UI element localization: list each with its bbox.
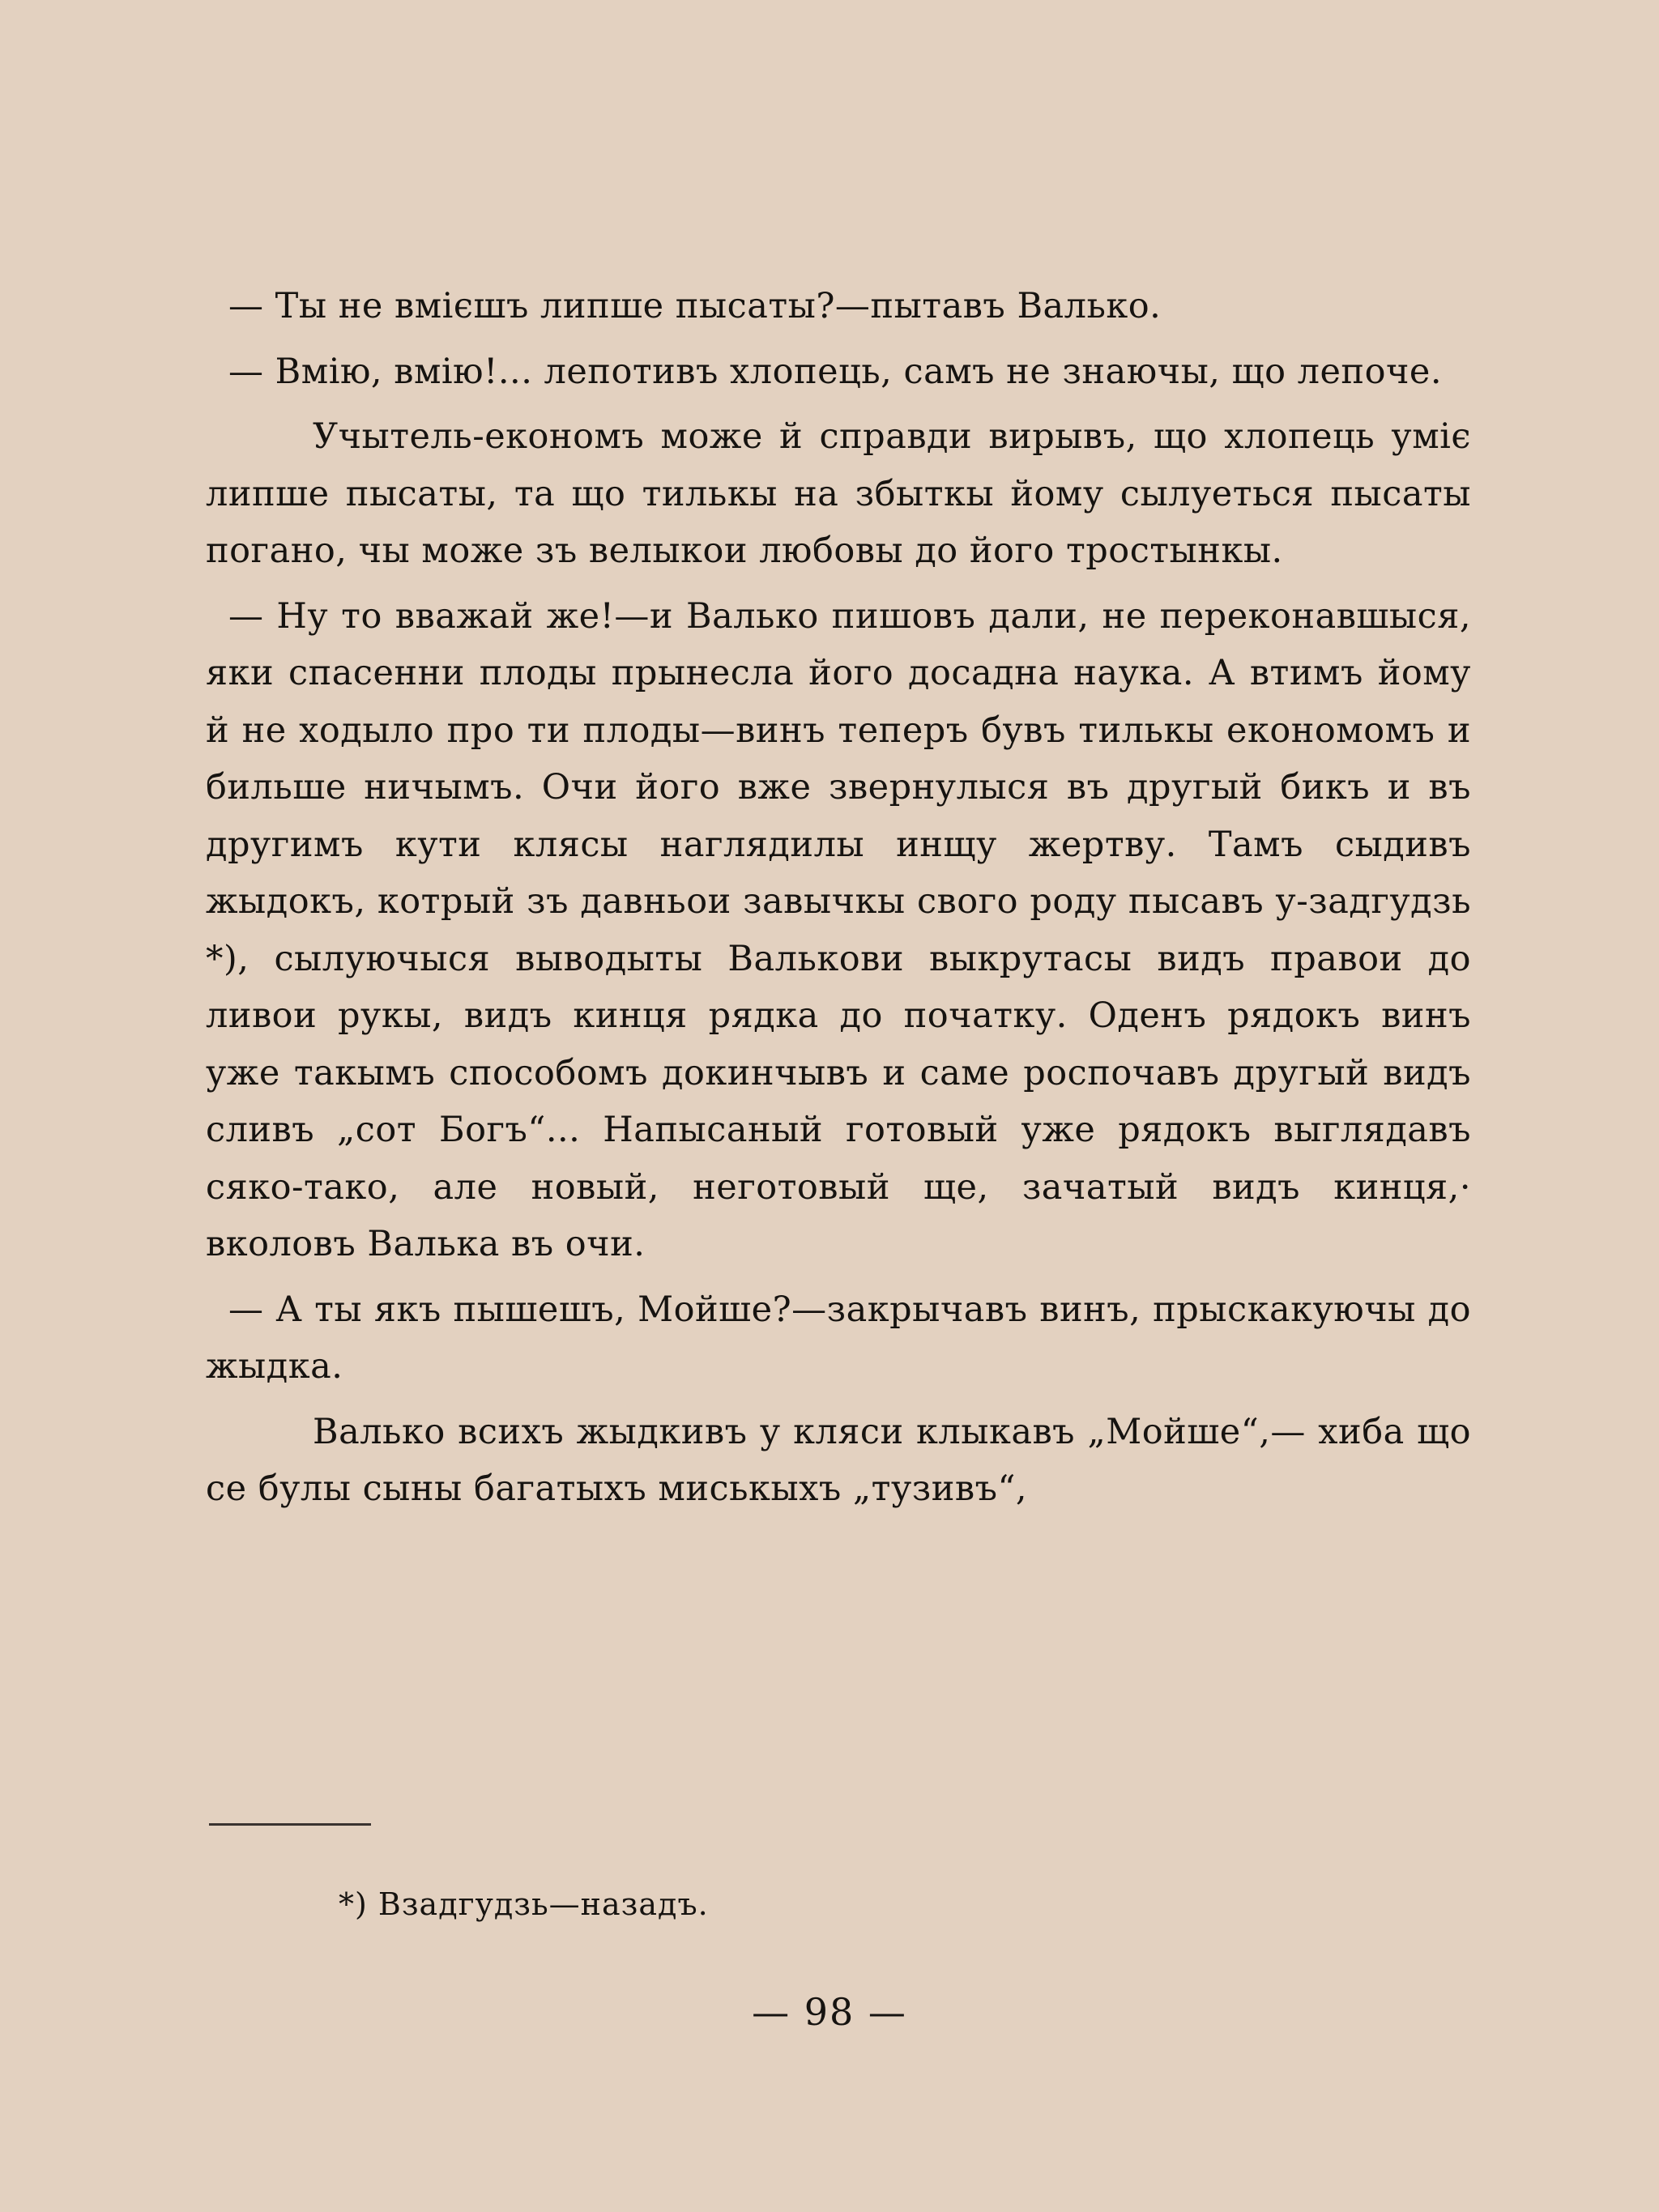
- paragraph-5: — А ты якъ пышешъ, Мойше?—закрычавъ винъ, прыскакуючы до жыдка.: [206, 1289, 1471, 1387]
- paragraph-6: Валько всихъ жыдкивъ у кляси клыкавъ „Мойше“,— хиба що се булы сыны багатыхъ миськыхъ „тузивъ“,: [206, 1411, 1471, 1509]
- footnote: *) Взадгудзь—назадъ.: [339, 1886, 709, 1922]
- page-number: — 98 —: [752, 1990, 907, 2034]
- paragraph-1: — Ты не вмієшъ липше пысаты?—пытавъ Валько.: [228, 286, 1162, 326]
- paragraph-3: Учытель-економъ може й справди вирывъ, що хлопець уміє липше пысаты, та що тилькы на збыткы йому сылуеться пысаты погано, чы може зъ велыкои любовы до його тростынкы.: [206, 416, 1471, 571]
- paragraph-2: — Вмію, вмію!... лепотивъ хлопець, самъ не знаючы, що лепоче.: [228, 351, 1443, 392]
- paragraph-4: — Ну то вважай же!—и Валько пишовъ дали, не переконавшыся, яки спасенни плоды прынесла його досадна наука. А втимъ йому й не ходыло про ти плоды—винъ теперъ бувъ тилькы економомъ и бильше ничымъ. Очи його вже звернулыся въ другый бикъ и въ другимъ кути клясы наглядилы инщу жертву. Тамъ сыдивъ жыдокъ, котрый зъ давньои завычкы свого роду пысавъ у-задгудзь *), сылуючыся выводыты Валькови выкрутасы видъ правои до ливои рукы, видъ кинця рядка до початку. Оденъ рядокъ винъ уже такымъ способомъ докинчывъ и саме роспочавъ другый видъ сливъ „сот Богъ“... Напысаный готовый уже рядокъ выглядавъ сяко-тако, але новый, неготовый ще, зачатый видъ кинця,· вколовъ Валька въ очи.: [206, 595, 1471, 1264]
- main-text: [206, 278, 1471, 1518]
- footnote-divider: [209, 1823, 371, 1826]
